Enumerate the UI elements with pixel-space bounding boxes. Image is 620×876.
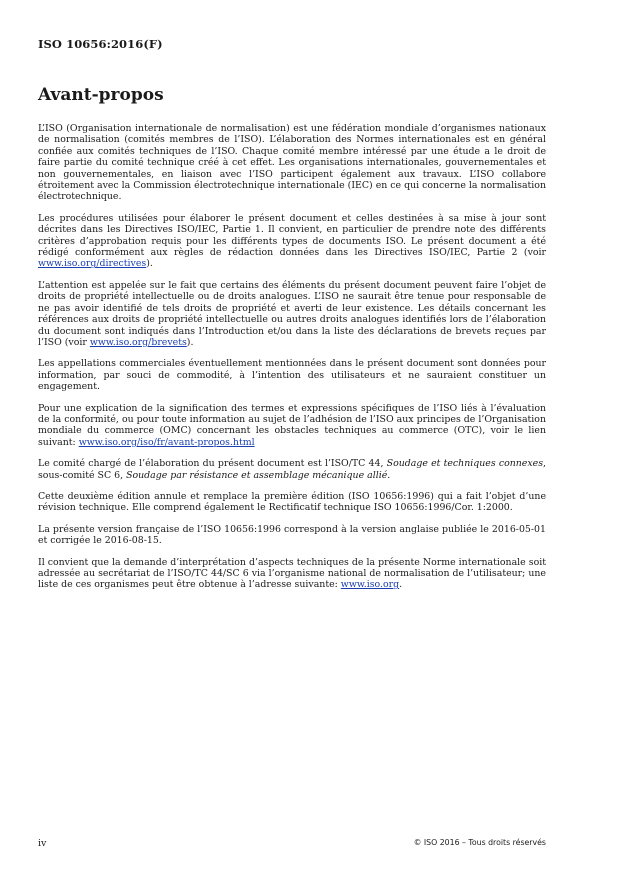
paragraph-interpretation bbox=[38, 557, 546, 591]
paragraph-committee bbox=[38, 458, 546, 481]
paragraph-committee-mid: , sous-comité SC 6, bbox=[38, 458, 546, 481]
directives-link[interactable]: www.iso.org/directives bbox=[38, 258, 147, 270]
copyright-notice: © ISO 2016 – Tous droits réservés bbox=[413, 838, 546, 847]
paragraph-committee-end: . bbox=[387, 469, 391, 481]
paragraph-procedures bbox=[38, 213, 546, 270]
paragraph-conformity bbox=[38, 403, 546, 449]
foreword-body bbox=[38, 123, 546, 601]
paragraph-procedures-end: ). bbox=[146, 258, 153, 270]
paragraph-interpretation-text: Il convient que la demande d’interprétation d’aspects techniques de la présente Norme internationale soit adressée au secrétariat de l’ISO/TC 44/SC 6 via l’organisme national de normalisation de l’utilisateur; une liste de ces organismes peut être obtenue à l’adresse suivante: bbox=[38, 556, 546, 591]
paragraph-trade-names: Les appellations commerciales éventuellement mentionnées dans le présent document sont données pour information, par souci de commodité, à l’intention des utilisateurs et ne sauraient constituer un engagement. bbox=[38, 358, 546, 393]
paragraph-procedures-text: Les procédures utilisées pour élaborer le présent document et celles destinées à sa mise à jour sont décrites dans les Directives ISO/IEC, Partie 1. Il convient, en particulier de prendre note des différents critères d’approbation requis pour les différents types de documents ISO. Le présent document a été rédigé conformément aux règles de rédaction données dans les Directives ISO/IEC, Partie 2 (voir bbox=[38, 212, 546, 259]
page-title: Avant-propos bbox=[38, 85, 164, 105]
paragraph-edition: Cette deuxième édition annule et remplace la première édition (ISO 10656:1996) qui a fait l’objet d’une révision technique. Elle comprend également le Rectificatif technique ISO 10656:1996/Cor. 1:2000. bbox=[38, 490, 546, 514]
paragraph-conformity-text: Pour une explication de la signification des termes et expressions spécifiques de l’ISO liés à l’évaluation de la conformité, ou pour toute information au sujet de l’adhésion de l’ISO aux principes de l’Organisation mondiale du commerce (OMC) concernant les obstacles techniques au commerce (OTC), voir le lien suivant: bbox=[38, 402, 546, 448]
iso-org-link[interactable]: www.iso.org bbox=[340, 579, 400, 591]
paragraph-patents-text: L’attention est appelée sur le fait que certains des éléments du présent document peuvent faire l’objet de droits de propriété intellectuelle ou de droits analogues. L’ISO ne saurait être tenue pour responsable de ne pas avoir identifié de tels droits de propriété et averti de leur existence. Les détails concernant les références aux droits de propriété intellectuelle ou autres droits analogues identifiés lors de l’élaboration du document sont indiqués dans l’Introduction et/ou dans la liste des déclarations de brevets reçues par l’ISO (voir bbox=[38, 279, 546, 348]
paragraph-committee-text: Le comité chargé de l’élaboration du présent document est l’ISO/TC 44, bbox=[38, 458, 387, 470]
page-number: iv bbox=[38, 838, 47, 849]
foreword-link[interactable]: www.iso.org/iso/fr/avant-propos.html bbox=[78, 436, 255, 448]
paragraph-french-version: La présente version française de l’ISO 10656:1996 correspond à la version anglaise publiée le 2016-05-01 et corrigée le 2016-08-15. bbox=[38, 523, 546, 547]
paragraph-patents-end: ). bbox=[186, 336, 194, 348]
subcommittee-name: Soudage par résistance et assemblage mécanique allié bbox=[126, 469, 388, 481]
paragraph-iso-intro: L’ISO (Organisation internationale de normalisation) est une fédération mondiale d’organismes nationaux de normalisation (comités membres de l’ISO). L’élaboration des Normes internationales est en général confiée aux comités techniques de l’ISO. Chaque comité membre intéressé par une étude a le droit de faire partie du comité technique créé à cet effet. Les organisations internationales, gouvernementales et non gouvernementales, en liaison avec l’ISO participent également aux travaux. L’ISO collabore étroitement avec la Commission électrotechnique internationale (IEC) en ce qui concerne la normalisation électrotechnique. bbox=[38, 123, 546, 203]
paragraph-patents bbox=[38, 280, 546, 348]
document-id: ISO 10656:2016(F) bbox=[38, 37, 163, 51]
paragraph-interpretation-end: . bbox=[399, 579, 403, 591]
committee-name: Soudage et techniques connexes bbox=[386, 458, 544, 470]
patents-link[interactable]: www.iso.org/brevets bbox=[89, 336, 187, 348]
